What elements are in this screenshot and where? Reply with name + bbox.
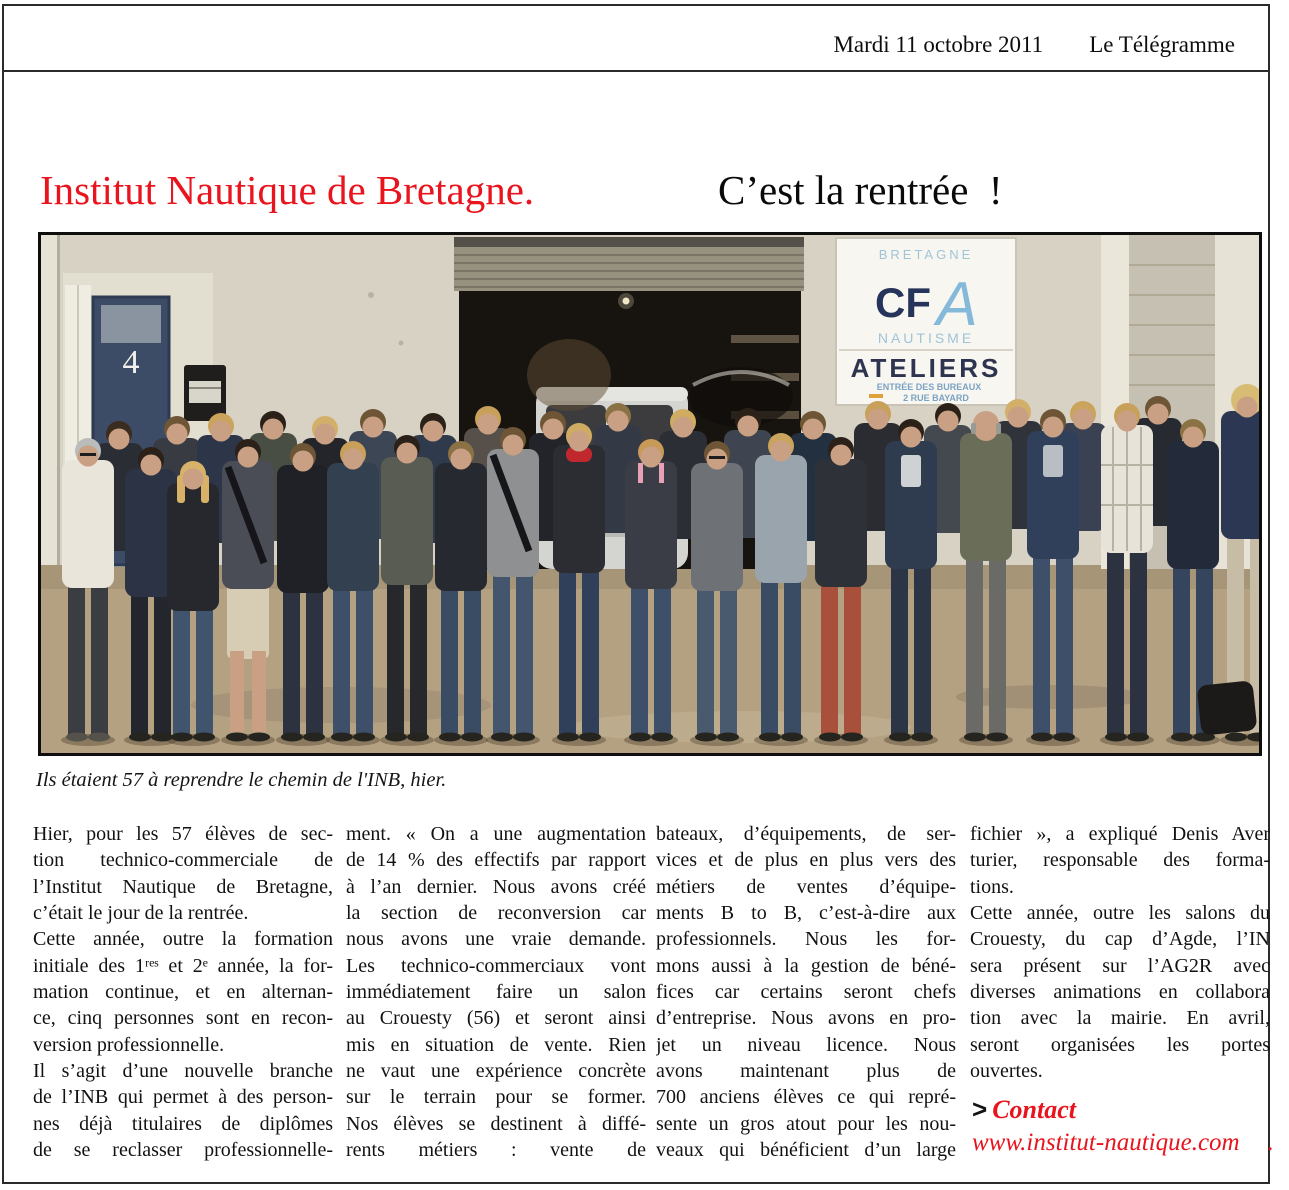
article-line: sente un gros atout pour les nou-: [656, 1112, 956, 1135]
article-line: c’était le jour de la rentrée.: [33, 902, 249, 925]
adjacent-wall: [41, 235, 57, 567]
article-line: immédiatement faire un salon: [346, 981, 646, 1004]
sign-nautisme: NAUTISME: [877, 330, 975, 346]
article-line: Cette année, outre la formation: [33, 928, 333, 951]
sign-cf: CF: [875, 279, 931, 326]
article-line: au Crouesty (56) et seront ainsi: [346, 1007, 646, 1030]
headline-title: C’est la rentrée !: [718, 167, 1003, 213]
article-line: métiers de ventes d’équipe-: [656, 875, 956, 898]
article-column-2: [346, 821, 646, 1163]
article-line: Les technico-commerciaux vont: [346, 954, 646, 977]
article-line: version professionnelle.: [33, 1033, 225, 1056]
contact-url-text: www.institut-nautique.com: [972, 1129, 1240, 1156]
cfa-sign: [836, 238, 1016, 405]
contact-url: [972, 1128, 1274, 1158]
article-line: ouvertes.: [970, 1060, 1043, 1083]
article-line: veaux qui bénéficient d’un large: [656, 1139, 956, 1162]
wall-mark: [368, 292, 374, 298]
article-line: turier, responsable des forma-: [970, 849, 1270, 872]
article-line: jet un niveau licence. Nous: [656, 1033, 956, 1056]
article-line: Crouesty, du cap d’Agde, l’IN: [970, 928, 1270, 951]
article-line: Hier, pour les 57 élèves de sec-: [33, 823, 333, 845]
sign-arrow: [869, 394, 883, 398]
article-line: rents métiers : vente de: [346, 1139, 646, 1162]
header-publication: Le Télégramme: [1089, 32, 1235, 57]
article-line: sur le terrain pour se former.: [346, 1086, 646, 1109]
headline-kicker: Institut Nautique de Bretagne.: [40, 167, 535, 213]
article-line: ne vaut une expérience concrète: [346, 1060, 646, 1083]
article-line: Il s’agit d’une nouvelle branche: [33, 1060, 333, 1083]
article-line: 700 anciens élèves ce qui repré-: [656, 1086, 956, 1109]
header-date: Mardi 11 octobre 2011: [833, 32, 1044, 57]
wall-edge: [57, 235, 60, 567]
article-line: diverses animations en collabora: [970, 981, 1270, 1004]
article-column-4: [970, 821, 1270, 1084]
article-column-3: [656, 821, 956, 1163]
article-line: mation continue, et en alternan-: [33, 981, 333, 1004]
article-line: l’Institut Nautique de Bretagne,: [33, 875, 333, 898]
photo-caption: Ils étaient 57 à reprendre le chemin de l'INB, hier.: [36, 769, 447, 791]
article-line: vices et de plus en plus vers des: [656, 849, 956, 872]
article-line: fichier », a expliqué Denis Aver: [970, 823, 1270, 845]
article-line: mis en situation de vente. Rien: [346, 1033, 646, 1056]
article-line: Nos élèves se destinent à diffé-: [346, 1112, 646, 1135]
contact-heading: [972, 1094, 1274, 1125]
ceiling-light-glow: [618, 293, 634, 309]
page-header: [833, 32, 1235, 58]
article-line: initiale des 1ʳᵉˢ et 2ᵉ année, la for-: [33, 954, 333, 977]
article-line: à l’an dernier. Nous avons créé: [346, 875, 646, 898]
article-line: avons maintenant plus de: [656, 1060, 956, 1083]
article-line: de 14 % des effectifs par rapport: [346, 849, 646, 872]
door-number: 4: [122, 344, 140, 381]
article-line: nous avons une vraie demande.: [346, 928, 646, 951]
article-line: ments B to B, c’est-à-dire aux: [656, 902, 956, 925]
contact-period: .: [1267, 1129, 1274, 1156]
sign-a: A: [936, 270, 978, 339]
article-column-1: [33, 821, 333, 1163]
contact-arrow-icon: >: [972, 1094, 988, 1124]
article-line: de l’INB qui permet à des person-: [33, 1086, 333, 1109]
article-line: tion technico-commerciale de: [33, 849, 333, 872]
article-line: tions.: [970, 875, 1014, 898]
mailbox-label: [189, 381, 221, 403]
door-window: [101, 305, 161, 343]
sign-region: BRETAGNE: [878, 247, 974, 262]
mailbox-label-line: [189, 387, 221, 389]
article-line: nes déjà titulaires de diplômes: [33, 1112, 333, 1135]
article-line: bateaux, d’équipements, de ser-: [656, 823, 956, 845]
wall-mark: [399, 341, 404, 346]
article-line: Cette année, outre les salons du: [970, 902, 1270, 925]
sign-line2: 2 RUE BAYARD: [903, 393, 969, 403]
article-photo: [38, 232, 1262, 756]
article-line: ce, cinq personnes sont en recon-: [33, 1007, 333, 1030]
bag: [1197, 680, 1258, 736]
article-line: fices car certains seront chefs: [656, 981, 956, 1004]
article-line: professionnels. Nous les for-: [656, 928, 956, 951]
sign-line1: ENTRÉE DES BUREAUX: [876, 382, 982, 392]
contact-block: [972, 1094, 1274, 1158]
article-line: d’entreprise. Nous avons en pro-: [656, 1007, 956, 1030]
header-divider: [2, 70, 1270, 72]
article-line: de se reclasser professionnelle-: [33, 1139, 333, 1162]
article-line: tion avec la mairie. En avril,: [970, 1007, 1270, 1030]
article-line: ment. « On a une augmentation: [346, 823, 646, 845]
article-line: mons aussi à la gestion de béné-: [656, 954, 956, 977]
sign-ateliers: ATELIERS: [850, 353, 1002, 383]
article-line: la section de reconversion car: [346, 902, 646, 925]
lens-blur: [527, 339, 611, 411]
shutter-housing: [454, 237, 804, 247]
contact-label: Contact: [992, 1095, 1076, 1124]
article-line: seront organisées les portes: [970, 1033, 1270, 1056]
roller-shutter: [454, 247, 804, 291]
group-photo-illustration: [41, 235, 1259, 753]
article-line: sera présent sur l’AG2R avec: [970, 954, 1270, 977]
